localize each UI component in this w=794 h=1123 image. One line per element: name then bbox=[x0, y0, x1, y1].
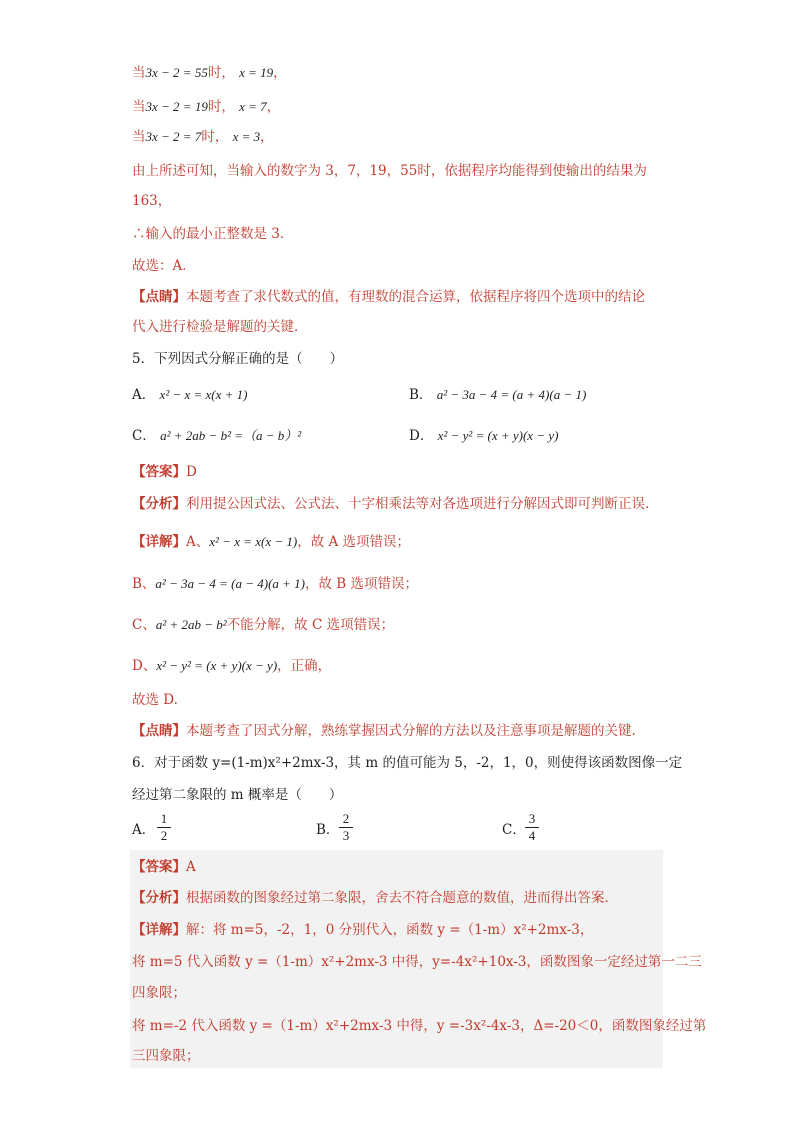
summary-line-cont: 163， bbox=[132, 193, 172, 209]
q6-detail-2: 将 m=5 代入函数 y =（1-m）x²+2mx-3 中得，y=-4x²+10x-3，函数图象一定经过第一二三 bbox=[132, 954, 702, 970]
q5-detail-b: B、a² − 3a − 4 = (a − 4)(a + 1)，故 B 选项错误； bbox=[132, 576, 419, 592]
q5-detail-d: D、x² − y² = (x + y)(x − y)，正确， bbox=[132, 658, 332, 674]
q6-analysis: 【分析】根据函数的图象经过第二象限，舍去不符合题意的数值，进而得出答案． bbox=[132, 890, 618, 906]
equation: 3x − 2 = 55 bbox=[145, 65, 208, 80]
q5-analysis: 【分析】利用提公因式法、公式法、十字相乘法等对各选项进行分解因式即可判断正误. bbox=[132, 496, 650, 512]
detail-tag: 【详解】 bbox=[132, 922, 186, 938]
comment-tag: 【点睛】 bbox=[132, 289, 186, 305]
q6-detail-5: 三四象限； bbox=[132, 1048, 200, 1064]
q6-option-c-fraction: 3 4 bbox=[525, 812, 539, 843]
equation: 3x − 2 = 7 bbox=[145, 129, 202, 144]
q6-option-b-fraction: 2 3 bbox=[339, 812, 353, 843]
q5-option-a: A． x² − x = x(x + 1) bbox=[132, 387, 248, 403]
q5-detail-c: C、a² + 2ab − b²不能分解，故 C 选项错误； bbox=[132, 617, 395, 633]
q6-answer: 【答案】A bbox=[132, 859, 196, 875]
detail-tag: 【详解】 bbox=[132, 534, 186, 550]
q6-detail-1: 【详解】解：将 m=5，-2，1，0 分别代入，函数 y =（1-m）x²+2mx-3， bbox=[132, 922, 594, 938]
q5-choose: 故选 D. bbox=[132, 692, 178, 708]
question-5-stem: 5．下列因式分解正确的是（ ） bbox=[132, 351, 344, 367]
q5-option-b: B． a² − 3a − 4 = (a + 4)(a − 1) bbox=[409, 387, 587, 403]
question-6-stem: 6．对于函数 y=(1-m)x²+2mx-3，其 m 的值可能为 5，-2，1，0，则使得该函数图像一定 bbox=[132, 755, 683, 771]
solution: x = 7 bbox=[239, 99, 267, 114]
q6-option-c-label: C． bbox=[502, 822, 526, 838]
q6-detail-4: 将 m=-2 代入函数 y =（1-m）x²+2mx-3 中得，y =-3x²-4x-3，Δ=-20＜0，函数图象经过第 bbox=[132, 1018, 707, 1034]
analysis-tag: 【分析】 bbox=[132, 496, 186, 512]
q6-option-a-fraction: 1 2 bbox=[157, 812, 171, 843]
q6-option-a-label: A． bbox=[132, 822, 156, 838]
case-line-1: 当3x − 2 = 55时， x = 19， bbox=[132, 65, 287, 81]
q5-option-d: D． x² − y² = (x + y)(x − y) bbox=[409, 428, 559, 444]
answer-tag: 【答案】 bbox=[132, 859, 186, 875]
comment-line-cont: 代入进行检验是解题的关键． bbox=[132, 319, 308, 335]
q5-detail-a: 【详解】A、x² − x = x(x − 1)，故 A 选项错误； bbox=[132, 534, 411, 550]
answer-tag: 【答案】 bbox=[132, 464, 186, 480]
solution: x = 19 bbox=[239, 65, 274, 80]
choose-line: 故选：A． bbox=[132, 258, 196, 274]
q5-comment: 【点睛】本题考查了因式分解，熟练掌握因式分解的方法以及注意事项是解题的关键. bbox=[132, 723, 636, 739]
q5-option-c: C． a² + 2ab − b² =（a − b）² bbox=[132, 428, 302, 444]
summary-line: 由上所述可知，当输入的数字为 3，7，19，55时，依据程序均能得到使输出的结果为 bbox=[132, 163, 647, 179]
case-line-2: 当3x − 2 = 19时， x = 7， bbox=[132, 99, 281, 115]
case-line-3: 当3x − 2 = 7时， x = 3， bbox=[132, 129, 274, 145]
conclusion-line: ∴输入的最小正整数是 3． bbox=[132, 226, 294, 242]
analysis-tag: 【分析】 bbox=[132, 890, 186, 906]
q6-option-b-label: B． bbox=[316, 822, 340, 838]
comment-line: 【点睛】本题考查了求代数式的值，有理数的混合运算，依据程序将四个选项中的结论 bbox=[132, 289, 645, 305]
q5-answer: 【答案】D bbox=[132, 464, 197, 480]
comment-tag: 【点睛】 bbox=[132, 723, 186, 739]
solution: x = 3 bbox=[232, 129, 261, 144]
question-6-stem-cont: 经过第二象限的 m 概率是（ ） bbox=[132, 787, 343, 803]
q6-detail-3: 四象限； bbox=[132, 985, 186, 1001]
equation: 3x − 2 = 19 bbox=[145, 99, 208, 114]
